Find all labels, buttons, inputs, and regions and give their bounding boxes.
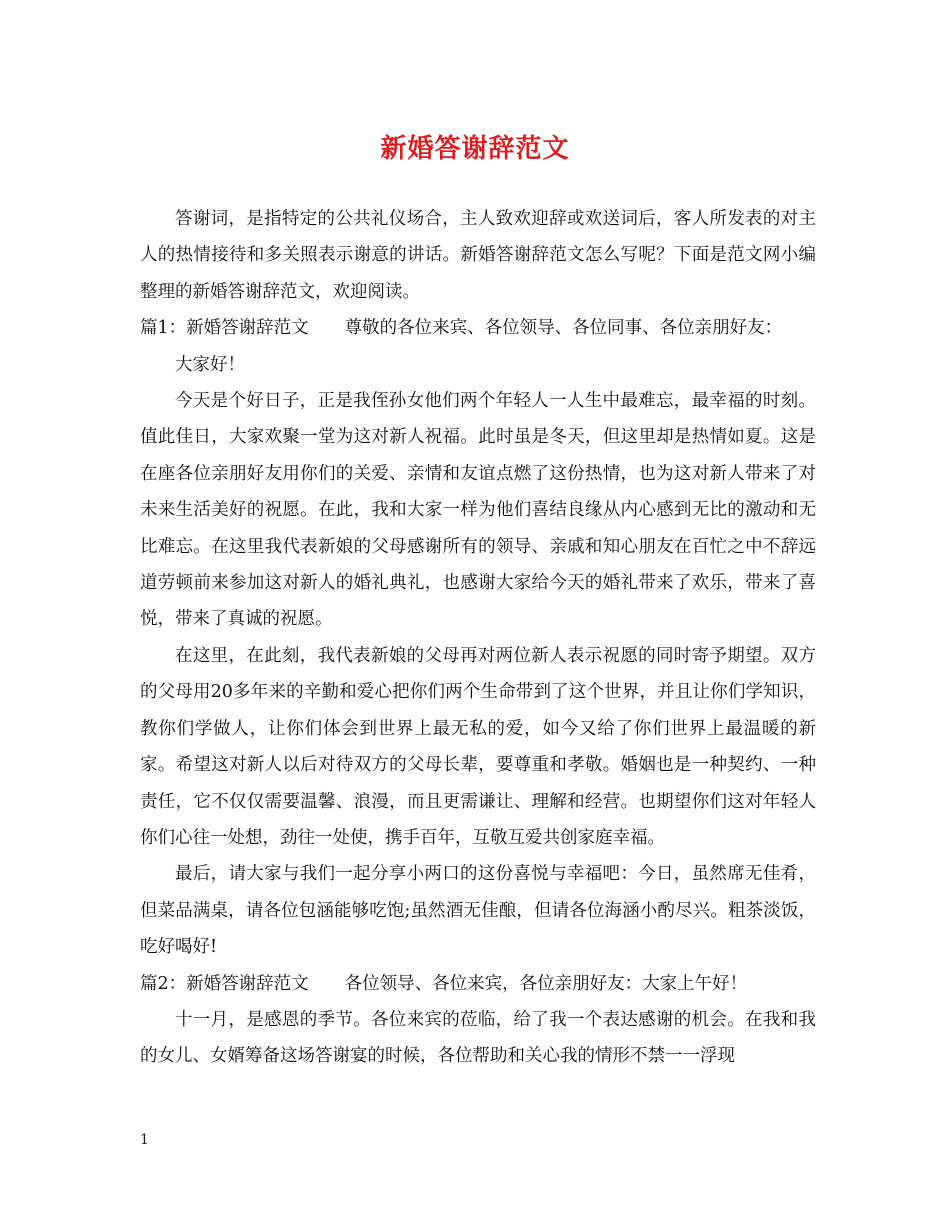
intro-paragraph: 答谢词，是指特定的公共礼仪场合，主人致欢迎辞或欢送词后，客人所发表的对主人的热情接待和多关照表示谢意的讲话。新婚答谢辞范文怎么写呢？下面是范文网小编整理的新婚答谢辞范文，欢迎阅读。	[140, 209, 816, 302]
page-number: 1	[140, 1132, 149, 1148]
section-1-salutation: 尊敬的各位来宾、各位领导、各位同事、各位亲朋好友：	[344, 318, 783, 339]
section-1-label: 篇1：新婚答谢辞范文	[140, 318, 309, 339]
section-1-paragraph: 最后，请大家与我们一起分享小两口的这份喜悦与幸福吧：今日，虽然席无佳肴，但菜品满桌，请各位包涵能够吃饱;虽然酒无佳酿，但请各位海涵小酌尽兴。粗茶淡饭，吃好喝好!	[140, 864, 816, 958]
section-2-label: 篇2：新婚答谢辞范文	[140, 973, 309, 994]
section-1-heading	[140, 310, 816, 346]
section-1-greeting: 大家好！	[175, 354, 245, 375]
section-2-salutation: 各位领导、各位来宾，各位亲朋好友：大家上午好！	[344, 973, 748, 994]
section-1-paragraph: 今天是个好日子，正是我侄孙女他们两个年轻人一人生中最难忘，最幸福的时刻。值此佳日，大家欢聚一堂为这对新人祝福。此时虽是冬天，但这里却是热情如夏。这是在座各位亲朋好友用你们的关爱、亲情和友谊点燃了这份热情，也为这对新人带来了对未来生活美好的祝愿。在此，我和大家一样为他们喜结良缘从内心感到无比的激动和无比难忘。在这里我代表新娘的父母感谢所有的领导、亲戚和知心朋友在百忙之中不辞远道劳顿前来参加这对新人的婚礼典礼，也感谢大家给今天的婚礼带来了欢乐，带来了喜悦，带来了真诚的祝愿。	[140, 391, 816, 630]
document-title: 新婚答谢辞范文	[380, 134, 570, 164]
section-1-paragraph: 在这里，在此刻，我代表新娘的父母再对两位新人表示祝愿的同时寄予期望。双方的父母用20多年来的辛勤和爱心把你们两个生命带到了这个世界，并且让你们学知识，教你们学做人，让你们体会到世界上最无私的爱，如今又给了你们世界上最温暖的新家。希望这对新人以后对待双方的父母长辈，要尊重和孝敬。婚姻也是一种契约、一种责任，它不仅仅需要温馨、浪漫，而且更需谦让、理解和经营。也期望你们这对年轻人你们心往一处想，劲往一处使，携手百年，互敬互爱共创家庭幸福。	[140, 645, 816, 848]
section-2-paragraph: 十一月，是感恩的季节。各位来宾的莅临，给了我一个表达感谢的机会。在我和我的女儿、女婿筹备这场答谢宴的时候，各位帮助和关心我的情形不禁一一浮现	[140, 1009, 816, 1067]
section-2-heading	[140, 966, 816, 1002]
document-body	[140, 201, 816, 1075]
